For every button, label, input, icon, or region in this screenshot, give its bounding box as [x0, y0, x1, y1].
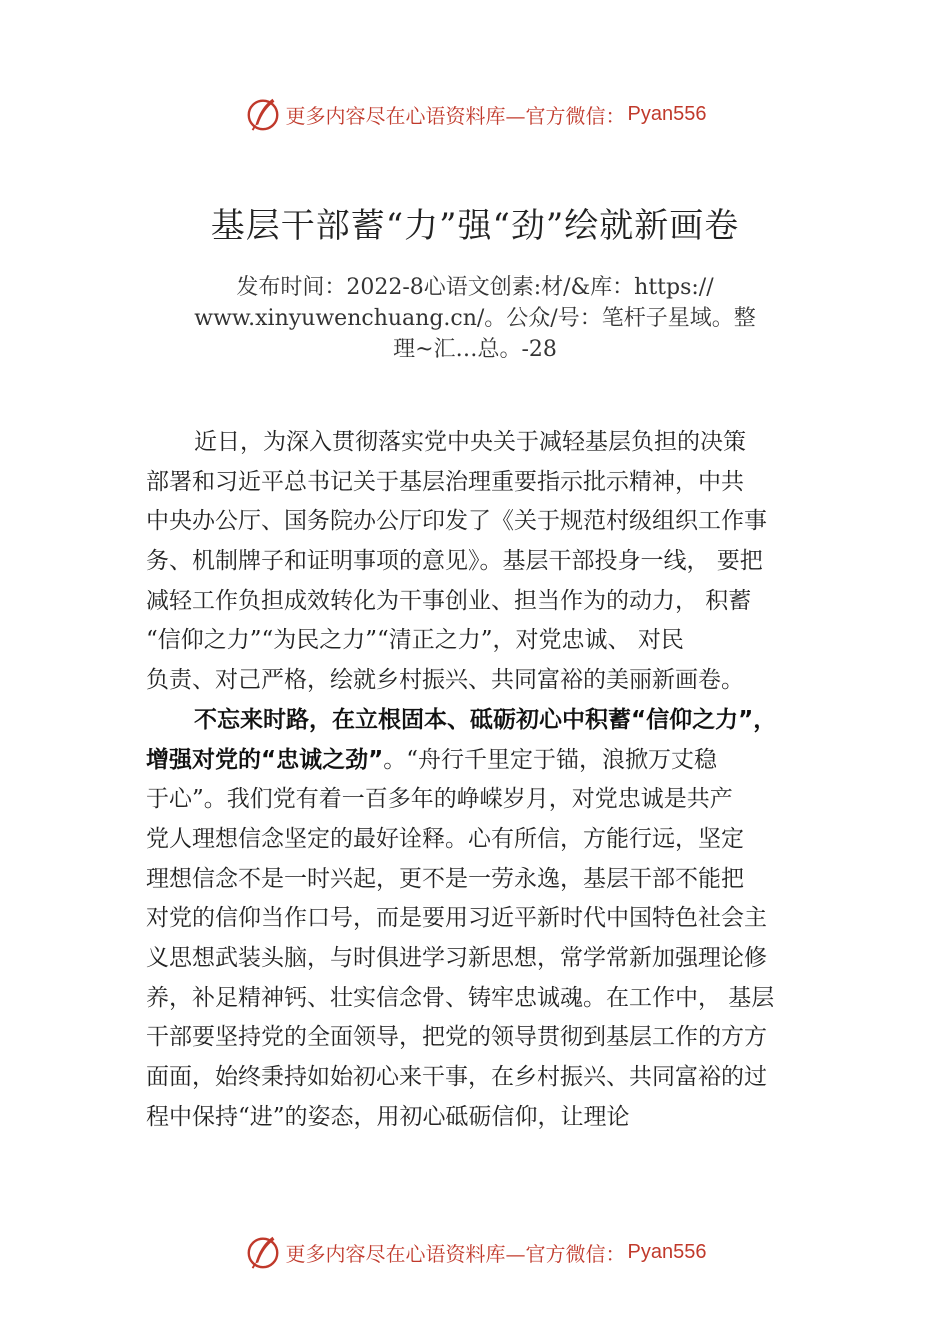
paragraph-line: 近日，为深入贯彻落实党中央关于减轻基层负担的决策: [194, 429, 746, 455]
paragraph-line: “信仰之力”“为民之力”“清正之力”，对党忠诚、 对民: [146, 627, 684, 654]
banner-text: 更多内容尽在心语资料库—官方微信：: [285, 1241, 626, 1266]
publish-meta: [170, 272, 780, 365]
paragraph-line: 义思想武装头脑，与时俱进学习新思想，常学常新加强理论修: [146, 944, 767, 971]
section-heading-cont: 增强对党的“忠诚之劲”: [146, 746, 384, 773]
paragraph-line: 程中保持“进”的姿态，用初心砥砺信仰，让理论: [146, 1103, 630, 1130]
meta-line: 理~汇…总。-28: [393, 337, 557, 362]
paragraph-line: 负责、对己严格，绘就乡村振兴、共同富裕的美丽新画卷。: [146, 667, 744, 694]
article-body: [146, 423, 818, 1137]
banner-text: 更多内容尽在心语资料库—官方微信：: [285, 103, 626, 128]
paragraph-line: 理想信念不是一时兴起，更不是一劳永逸，基层干部不能把: [146, 865, 744, 892]
meta-line: 发布时间：2022-8心语文创素:材/&库：https://: [236, 275, 714, 300]
paragraph-line: 中央办公厅、国务院办公厅印发了《关于规范村级组织工作事: [146, 508, 767, 535]
paragraph-line: 务、机制牌子和证明事项的意见》。基层干部投身一线， 要把: [146, 548, 763, 575]
paragraph-line: 养，补足精神钙、壮实信念骨、铸牢忠诚魂。在工作中， 基层: [146, 984, 775, 1011]
article-title: 基层干部蓄“力”强“劲”绘就新画卷: [210, 206, 740, 246]
paragraph-text: 。“舟行千里定于锚，浪掀万丈稳: [383, 746, 717, 773]
paragraph-line: 于心”。我们党有着一百多年的峥嵘岁月，对党忠诚是共产: [146, 786, 733, 813]
quill-pen-icon: [244, 95, 282, 133]
paragraph-line: 部署和习近平总书记关于基层治理重要指示批示精神，中共: [146, 468, 744, 495]
paragraph-line: [146, 741, 818, 781]
meta-line: www.xinyuwenchuang.cn/。公众/号：笔杆子星域。整: [194, 306, 756, 331]
paragraph-line: 干部要坚持党的全面领导，把党的领导贯彻到基层工作的方方: [146, 1024, 767, 1051]
wechat-id: Pyan556: [627, 1240, 707, 1263]
section-heading: 不忘来时路，在立根固本、砥砺初心中积蓄“信仰之力”，: [194, 706, 777, 733]
paragraph-line: 面面，始终秉持如始初心来干事，在乡村振兴、共同富裕的过: [146, 1064, 767, 1090]
paragraph-line: 党人理想信念坚定的最好诠释。心有所信，方能行远，坚定: [146, 825, 744, 852]
quill-pen-icon: [244, 1233, 282, 1271]
paragraph-line: 减轻工作负担成效转化为干事创业、担当作为的动力， 积蓄: [146, 587, 752, 614]
header-banner: [0, 92, 950, 136]
wechat-id: Pyan556: [627, 102, 707, 125]
paragraph-line: 对党的信仰当作口号，而是要用习近平新时代中国特色社会主: [146, 905, 767, 932]
footer-banner: [0, 1230, 950, 1274]
